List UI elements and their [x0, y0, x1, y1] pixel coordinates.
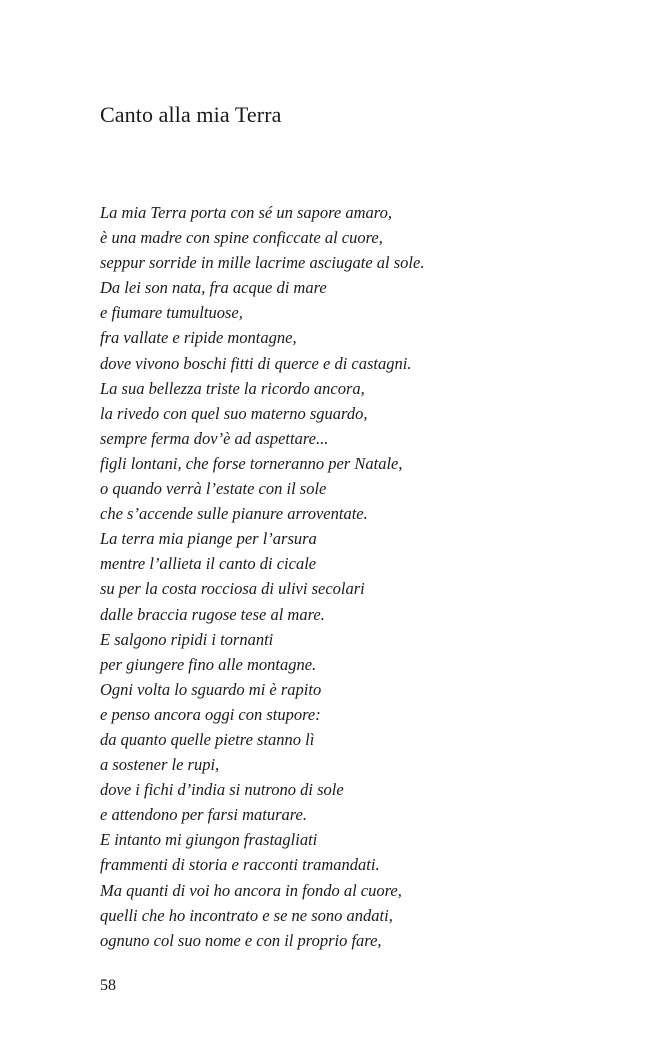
- poem-line: sempre ferma dov’è ad aspettare...: [100, 428, 329, 448]
- poem-line: per giungere fino alle montagne.: [100, 654, 317, 674]
- poem-line: La mia Terra porta con sé un sapore amaro,: [100, 203, 392, 222]
- page-number: 58: [100, 977, 116, 994]
- poem-line: dove vivono boschi fitti di querce e di castagni.: [100, 353, 412, 373]
- poem-line: quelli che ho incontrato e se ne sono andati,: [100, 905, 393, 925]
- poem-line: E intanto mi giungon frastagliati: [100, 830, 318, 850]
- poem-line: che s’accende sulle pianure arroventate.: [100, 504, 368, 524]
- poem-line: La sua bellezza triste la ricordo ancora,: [100, 378, 365, 398]
- poem-line: o quando verrà l’estate con il sole: [100, 479, 327, 499]
- poem-line: e penso ancora oggi con stupore:: [100, 704, 321, 724]
- poem-line: Ma quanti di voi ho ancora in fondo al cuore,: [100, 880, 402, 900]
- poem-line: figli lontani, che forse torneranno per Natale,: [100, 453, 403, 473]
- poem-line: Da lei son nata, fra acque di mare: [100, 278, 327, 298]
- poem-line: su per la costa rocciosa di ulivi secolari: [100, 579, 365, 599]
- poem-line: fra vallate e ripide montagne,: [100, 328, 297, 348]
- poem-line: dove i fichi d’india si nutrono di sole: [100, 780, 344, 800]
- poem-line: Ogni volta lo sguardo mi è rapito: [100, 679, 322, 699]
- poem-line: frammenti di storia e racconti tramandati.: [100, 855, 380, 875]
- poem-body: [100, 200, 620, 953]
- poem-line: è una madre con spine conficcate al cuore,: [100, 228, 383, 248]
- poem-line: e fiumare tumultuose,: [100, 303, 243, 323]
- poem-line: La terra mia piange per l’arsura: [100, 529, 317, 549]
- poem-line: da quanto quelle pietre stanno lì: [100, 729, 315, 749]
- poem-line: la rivedo con quel suo materno sguardo,: [100, 403, 368, 423]
- poem-line: a sostener le rupi,: [100, 755, 220, 775]
- poem-line: seppur sorride in mille lacrime asciugate al sole.: [100, 253, 425, 273]
- poem-title: Canto alla mia Terra: [100, 102, 282, 127]
- poem-line: dalle braccia rugose tese al mare.: [100, 604, 325, 624]
- poem-line: E salgono ripidi i tornanti: [100, 629, 274, 649]
- poem-line: mentre l’allieta il canto di cicale: [100, 554, 317, 574]
- poem-line: e attendono per farsi maturare.: [100, 805, 307, 825]
- poem-line: ognuno col suo nome e con il proprio fare,: [100, 930, 382, 950]
